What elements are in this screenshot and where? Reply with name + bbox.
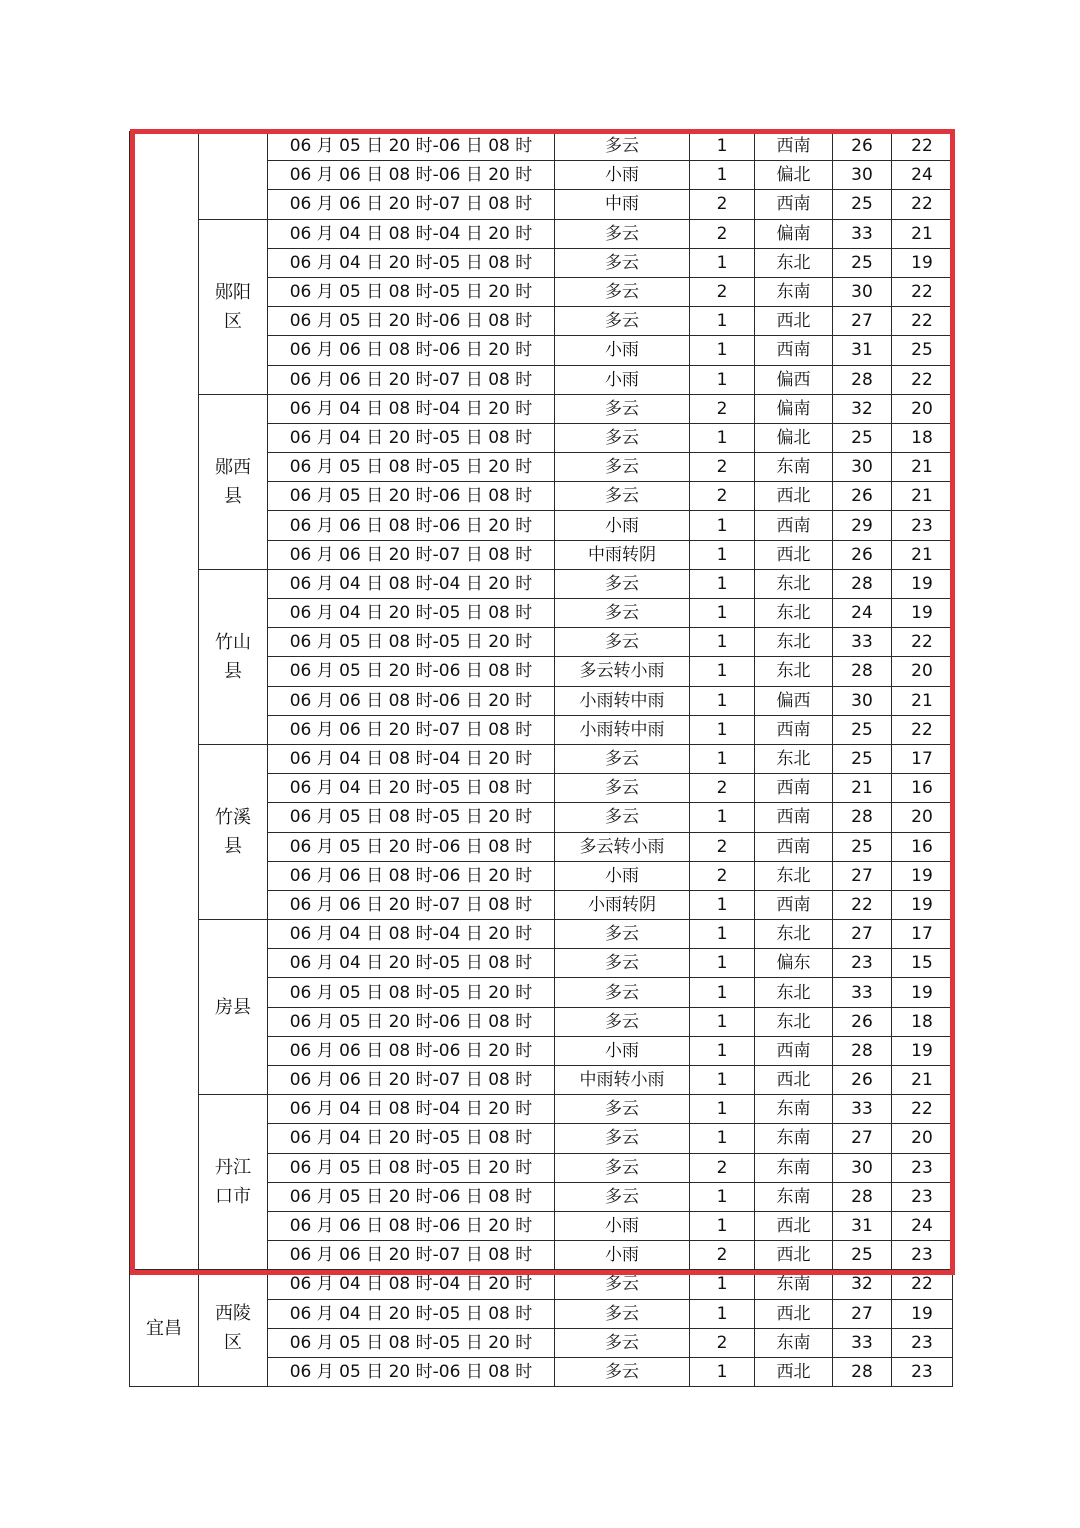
high-temp-cell: 26: [833, 540, 892, 569]
high-temp-cell: 30: [833, 686, 892, 715]
wind-direction-cell: 西南: [755, 832, 833, 861]
wind-direction-cell: 西南: [755, 803, 833, 832]
wind-direction-cell: 西南: [755, 336, 833, 365]
high-temp-cell: 27: [833, 1299, 892, 1328]
wind-level-cell: 1: [690, 1095, 755, 1124]
time-cell: 06 月 06 日 08 时-06 日 20 时: [268, 511, 555, 540]
time-cell: 06 月 04 日 08 时-04 日 20 时: [268, 394, 555, 423]
wind-level-cell: 1: [690, 511, 755, 540]
wind-direction-cell: 东南: [755, 277, 833, 306]
high-temp-cell: 25: [833, 832, 892, 861]
weather-cell: 多云: [555, 628, 690, 657]
wind-direction-cell: 偏南: [755, 394, 833, 423]
wind-level-cell: 1: [690, 1182, 755, 1211]
weather-cell: 小雨: [555, 511, 690, 540]
wind-level-cell: 2: [690, 453, 755, 482]
time-cell: 06 月 06 日 20 时-07 日 08 时: [268, 1066, 555, 1095]
high-temp-cell: 25: [833, 190, 892, 219]
weather-cell: 小雨转中雨: [555, 686, 690, 715]
low-temp-cell: 20: [892, 803, 953, 832]
time-cell: 06 月 06 日 20 时-07 日 08 时: [268, 890, 555, 919]
wind-level-cell: 1: [690, 686, 755, 715]
time-cell: 06 月 06 日 08 时-06 日 20 时: [268, 686, 555, 715]
weather-cell: 多云: [555, 1095, 690, 1124]
wind-direction-cell: 西南: [755, 890, 833, 919]
time-cell: 06 月 04 日 20 时-05 日 08 时: [268, 248, 555, 277]
time-cell: 06 月 05 日 08 时-05 日 20 时: [268, 803, 555, 832]
weather-cell: 多云: [555, 219, 690, 248]
table-row: [130, 1095, 953, 1124]
table-row: [130, 920, 953, 949]
time-cell: 06 月 06 日 20 时-07 日 08 时: [268, 190, 555, 219]
wind-direction-cell: 西北: [755, 307, 833, 336]
table-row: [130, 569, 953, 598]
low-temp-cell: 23: [892, 511, 953, 540]
time-cell: 06 月 06 日 08 时-06 日 20 时: [268, 1036, 555, 1065]
weather-cell: 多云: [555, 1270, 690, 1299]
wind-level-cell: 1: [690, 1124, 755, 1153]
table-row: [130, 744, 953, 773]
low-temp-cell: 23: [892, 1328, 953, 1357]
wind-direction-cell: 东南: [755, 453, 833, 482]
forecast-table-body: [130, 132, 953, 1387]
wind-direction-cell: 东北: [755, 628, 833, 657]
time-cell: 06 月 06 日 20 时-07 日 08 时: [268, 1241, 555, 1270]
weather-cell: 多云: [555, 394, 690, 423]
high-temp-cell: 30: [833, 1153, 892, 1182]
table-row: [130, 1270, 953, 1299]
wind-direction-cell: 西北: [755, 1241, 833, 1270]
wind-level-cell: 2: [690, 832, 755, 861]
wind-direction-cell: 西南: [755, 1036, 833, 1065]
wind-direction-cell: 东北: [755, 248, 833, 277]
weather-cell: 多云: [555, 599, 690, 628]
low-temp-cell: 19: [892, 599, 953, 628]
wind-level-cell: 1: [690, 161, 755, 190]
low-temp-cell: 16: [892, 774, 953, 803]
low-temp-cell: 19: [892, 1299, 953, 1328]
wind-direction-cell: 西北: [755, 540, 833, 569]
high-temp-cell: 27: [833, 307, 892, 336]
time-cell: 06 月 04 日 08 时-04 日 20 时: [268, 1270, 555, 1299]
high-temp-cell: 27: [833, 861, 892, 890]
district-cell: 郧西县: [199, 394, 268, 569]
high-temp-cell: 25: [833, 1241, 892, 1270]
weather-cell: 多云: [555, 1124, 690, 1153]
wind-level-cell: 2: [690, 219, 755, 248]
low-temp-cell: 21: [892, 1066, 953, 1095]
wind-level-cell: 2: [690, 394, 755, 423]
wind-level-cell: 1: [690, 1270, 755, 1299]
high-temp-cell: 30: [833, 453, 892, 482]
district-cell: 西陵区: [199, 1270, 268, 1387]
wind-level-cell: 1: [690, 1299, 755, 1328]
weather-cell: 小雨: [555, 365, 690, 394]
high-temp-cell: 26: [833, 1007, 892, 1036]
wind-level-cell: 2: [690, 774, 755, 803]
time-cell: 06 月 04 日 20 时-05 日 08 时: [268, 1124, 555, 1153]
high-temp-cell: 28: [833, 569, 892, 598]
time-cell: 06 月 06 日 20 时-07 日 08 时: [268, 365, 555, 394]
weather-cell: 多云: [555, 307, 690, 336]
high-temp-cell: 28: [833, 365, 892, 394]
weather-cell: 中雨转小雨: [555, 1066, 690, 1095]
time-cell: 06 月 04 日 20 时-05 日 08 时: [268, 599, 555, 628]
time-cell: 06 月 05 日 08 时-05 日 20 时: [268, 978, 555, 1007]
high-temp-cell: 33: [833, 1328, 892, 1357]
high-temp-cell: 26: [833, 1066, 892, 1095]
wind-direction-cell: 西北: [755, 482, 833, 511]
high-temp-cell: 27: [833, 1124, 892, 1153]
high-temp-cell: 30: [833, 277, 892, 306]
low-temp-cell: 22: [892, 307, 953, 336]
wind-direction-cell: 西南: [755, 511, 833, 540]
low-temp-cell: 23: [892, 1153, 953, 1182]
weather-cell: 多云: [555, 248, 690, 277]
low-temp-cell: 22: [892, 190, 953, 219]
wind-level-cell: 1: [690, 336, 755, 365]
wind-level-cell: 1: [690, 132, 755, 161]
weather-cell: 小雨: [555, 861, 690, 890]
low-temp-cell: 21: [892, 453, 953, 482]
weather-cell: 多云: [555, 423, 690, 452]
low-temp-cell: 24: [892, 161, 953, 190]
time-cell: 06 月 06 日 20 时-07 日 08 时: [268, 540, 555, 569]
high-temp-cell: 28: [833, 803, 892, 832]
time-cell: 06 月 04 日 20 时-05 日 08 时: [268, 1299, 555, 1328]
time-cell: 06 月 05 日 20 时-06 日 08 时: [268, 657, 555, 686]
high-temp-cell: 21: [833, 774, 892, 803]
wind-direction-cell: 西南: [755, 190, 833, 219]
city-cell: [130, 132, 199, 1270]
weather-cell: 多云: [555, 1299, 690, 1328]
high-temp-cell: 30: [833, 161, 892, 190]
low-temp-cell: 22: [892, 132, 953, 161]
low-temp-cell: 24: [892, 1211, 953, 1240]
high-temp-cell: 28: [833, 1036, 892, 1065]
time-cell: 06 月 05 日 20 时-06 日 08 时: [268, 1357, 555, 1386]
time-cell: 06 月 05 日 08 时-05 日 20 时: [268, 453, 555, 482]
weather-cell: 中雨: [555, 190, 690, 219]
weather-cell: 多云: [555, 569, 690, 598]
wind-direction-cell: 西北: [755, 1066, 833, 1095]
low-temp-cell: 19: [892, 890, 953, 919]
wind-direction-cell: 东北: [755, 861, 833, 890]
low-temp-cell: 18: [892, 423, 953, 452]
wind-level-cell: 1: [690, 1066, 755, 1095]
low-temp-cell: 22: [892, 1095, 953, 1124]
low-temp-cell: 19: [892, 248, 953, 277]
district-cell: 丹江口市: [199, 1095, 268, 1270]
wind-direction-cell: 偏西: [755, 686, 833, 715]
wind-direction-cell: 偏北: [755, 423, 833, 452]
wind-level-cell: 1: [690, 920, 755, 949]
time-cell: 06 月 05 日 20 时-06 日 08 时: [268, 132, 555, 161]
time-cell: 06 月 05 日 08 时-05 日 20 时: [268, 277, 555, 306]
time-cell: 06 月 06 日 08 时-06 日 20 时: [268, 336, 555, 365]
wind-level-cell: 2: [690, 482, 755, 511]
low-temp-cell: 19: [892, 1036, 953, 1065]
city-cell: 宜昌: [130, 1270, 199, 1387]
wind-direction-cell: 东南: [755, 1153, 833, 1182]
weather-cell: 多云: [555, 1007, 690, 1036]
low-temp-cell: 16: [892, 832, 953, 861]
wind-direction-cell: 东北: [755, 599, 833, 628]
low-temp-cell: 22: [892, 277, 953, 306]
wind-level-cell: 1: [690, 1007, 755, 1036]
wind-direction-cell: 西南: [755, 715, 833, 744]
high-temp-cell: 25: [833, 744, 892, 773]
low-temp-cell: 19: [892, 569, 953, 598]
wind-direction-cell: 西北: [755, 1299, 833, 1328]
wind-level-cell: 1: [690, 599, 755, 628]
weather-cell: 多云: [555, 744, 690, 773]
time-cell: 06 月 06 日 08 时-06 日 20 时: [268, 1211, 555, 1240]
wind-level-cell: 1: [690, 744, 755, 773]
low-temp-cell: 21: [892, 686, 953, 715]
time-cell: 06 月 04 日 08 时-04 日 20 时: [268, 569, 555, 598]
wind-direction-cell: 西北: [755, 1357, 833, 1386]
low-temp-cell: 21: [892, 219, 953, 248]
wind-level-cell: 1: [690, 803, 755, 832]
low-temp-cell: 15: [892, 949, 953, 978]
low-temp-cell: 23: [892, 1357, 953, 1386]
district-cell: 郧阳区: [199, 219, 268, 394]
wind-direction-cell: 东南: [755, 1095, 833, 1124]
wind-level-cell: 2: [690, 1241, 755, 1270]
time-cell: 06 月 04 日 20 时-05 日 08 时: [268, 949, 555, 978]
wind-direction-cell: 偏南: [755, 219, 833, 248]
weather-cell: 小雨: [555, 1211, 690, 1240]
time-cell: 06 月 05 日 20 时-06 日 08 时: [268, 482, 555, 511]
district-cell: 竹溪县: [199, 744, 268, 919]
weather-cell: 多云转小雨: [555, 832, 690, 861]
wind-direction-cell: 东南: [755, 1182, 833, 1211]
low-temp-cell: 17: [892, 744, 953, 773]
low-temp-cell: 23: [892, 1182, 953, 1211]
low-temp-cell: 21: [892, 482, 953, 511]
low-temp-cell: 17: [892, 920, 953, 949]
wind-level-cell: 1: [690, 1036, 755, 1065]
wind-direction-cell: 东北: [755, 569, 833, 598]
wind-direction-cell: 东南: [755, 1124, 833, 1153]
wind-level-cell: 1: [690, 307, 755, 336]
low-temp-cell: 22: [892, 1270, 953, 1299]
time-cell: 06 月 05 日 08 时-05 日 20 时: [268, 1153, 555, 1182]
high-temp-cell: 25: [833, 715, 892, 744]
high-temp-cell: 26: [833, 132, 892, 161]
wind-direction-cell: 东北: [755, 744, 833, 773]
wind-level-cell: 1: [690, 657, 755, 686]
wind-level-cell: 1: [690, 1357, 755, 1386]
time-cell: 06 月 05 日 20 时-06 日 08 时: [268, 832, 555, 861]
weather-cell: 多云转小雨: [555, 657, 690, 686]
weather-cell: 多云: [555, 1182, 690, 1211]
wind-level-cell: 2: [690, 1328, 755, 1357]
weather-cell: 多云: [555, 949, 690, 978]
low-temp-cell: 23: [892, 1241, 953, 1270]
weather-cell: 小雨: [555, 161, 690, 190]
time-cell: 06 月 06 日 20 时-07 日 08 时: [268, 715, 555, 744]
wind-level-cell: 1: [690, 715, 755, 744]
forecast-table: [129, 131, 953, 1387]
wind-level-cell: 1: [690, 1211, 755, 1240]
wind-direction-cell: 东北: [755, 920, 833, 949]
time-cell: 06 月 04 日 08 时-04 日 20 时: [268, 1095, 555, 1124]
high-temp-cell: 22: [833, 890, 892, 919]
time-cell: 06 月 04 日 20 时-05 日 08 时: [268, 774, 555, 803]
high-temp-cell: 31: [833, 1211, 892, 1240]
wind-level-cell: 2: [690, 861, 755, 890]
wind-direction-cell: 西北: [755, 1211, 833, 1240]
weather-cell: 多云: [555, 482, 690, 511]
wind-level-cell: 1: [690, 628, 755, 657]
wind-direction-cell: 偏西: [755, 365, 833, 394]
high-temp-cell: 33: [833, 628, 892, 657]
low-temp-cell: 22: [892, 365, 953, 394]
high-temp-cell: 25: [833, 423, 892, 452]
high-temp-cell: 28: [833, 1357, 892, 1386]
high-temp-cell: 25: [833, 248, 892, 277]
weather-cell: 小雨: [555, 336, 690, 365]
weather-cell: 小雨转阴: [555, 890, 690, 919]
weather-cell: 多云: [555, 132, 690, 161]
low-temp-cell: 18: [892, 1007, 953, 1036]
high-temp-cell: 28: [833, 657, 892, 686]
time-cell: 06 月 04 日 08 时-04 日 20 时: [268, 219, 555, 248]
weather-cell: 小雨: [555, 1036, 690, 1065]
low-temp-cell: 19: [892, 861, 953, 890]
wind-direction-cell: 偏北: [755, 161, 833, 190]
low-temp-cell: 20: [892, 657, 953, 686]
low-temp-cell: 22: [892, 628, 953, 657]
weather-cell: 多云: [555, 774, 690, 803]
time-cell: 06 月 06 日 08 时-06 日 20 时: [268, 861, 555, 890]
time-cell: 06 月 05 日 20 时-06 日 08 时: [268, 1007, 555, 1036]
wind-direction-cell: 东北: [755, 1007, 833, 1036]
weather-cell: 多云: [555, 1357, 690, 1386]
wind-direction-cell: 东南: [755, 1328, 833, 1357]
high-temp-cell: 31: [833, 336, 892, 365]
high-temp-cell: 26: [833, 482, 892, 511]
high-temp-cell: 27: [833, 920, 892, 949]
wind-level-cell: 1: [690, 248, 755, 277]
wind-level-cell: 1: [690, 540, 755, 569]
weather-cell: 多云: [555, 277, 690, 306]
district-cell: [199, 132, 268, 220]
low-temp-cell: 22: [892, 715, 953, 744]
wind-direction-cell: 东北: [755, 978, 833, 1007]
wind-level-cell: 2: [690, 1153, 755, 1182]
wind-level-cell: 1: [690, 569, 755, 598]
wind-level-cell: 1: [690, 890, 755, 919]
weather-cell: 多云: [555, 803, 690, 832]
time-cell: 06 月 04 日 08 时-04 日 20 时: [268, 920, 555, 949]
wind-direction-cell: 西南: [755, 132, 833, 161]
table-row: [130, 219, 953, 248]
time-cell: 06 月 04 日 20 时-05 日 08 时: [268, 423, 555, 452]
high-temp-cell: 23: [833, 949, 892, 978]
weather-cell: 中雨转阴: [555, 540, 690, 569]
high-temp-cell: 33: [833, 978, 892, 1007]
district-cell: 竹山县: [199, 569, 268, 744]
wind-level-cell: 2: [690, 190, 755, 219]
wind-direction-cell: 东北: [755, 657, 833, 686]
weather-cell: 多云: [555, 978, 690, 1007]
wind-direction-cell: 偏东: [755, 949, 833, 978]
wind-level-cell: 2: [690, 277, 755, 306]
low-temp-cell: 19: [892, 978, 953, 1007]
time-cell: 06 月 05 日 20 时-06 日 08 时: [268, 1182, 555, 1211]
wind-level-cell: 1: [690, 365, 755, 394]
weather-cell: 多云: [555, 1328, 690, 1357]
high-temp-cell: 32: [833, 1270, 892, 1299]
weather-cell: 多云: [555, 920, 690, 949]
high-temp-cell: 32: [833, 394, 892, 423]
high-temp-cell: 24: [833, 599, 892, 628]
district-cell: 房县: [199, 920, 268, 1095]
weather-cell: 多云: [555, 453, 690, 482]
low-temp-cell: 25: [892, 336, 953, 365]
table-row: [130, 132, 953, 161]
weather-cell: 小雨转中雨: [555, 715, 690, 744]
high-temp-cell: 28: [833, 1182, 892, 1211]
time-cell: 06 月 04 日 08 时-04 日 20 时: [268, 744, 555, 773]
weather-cell: 多云: [555, 1153, 690, 1182]
weather-cell: 小雨: [555, 1241, 690, 1270]
wind-level-cell: 1: [690, 423, 755, 452]
time-cell: 06 月 05 日 20 时-06 日 08 时: [268, 307, 555, 336]
wind-level-cell: 1: [690, 978, 755, 1007]
wind-direction-cell: 西南: [755, 774, 833, 803]
high-temp-cell: 29: [833, 511, 892, 540]
table-row: [130, 394, 953, 423]
time-cell: 06 月 06 日 08 时-06 日 20 时: [268, 161, 555, 190]
time-cell: 06 月 05 日 08 时-05 日 20 时: [268, 628, 555, 657]
low-temp-cell: 20: [892, 394, 953, 423]
low-temp-cell: 20: [892, 1124, 953, 1153]
low-temp-cell: 21: [892, 540, 953, 569]
wind-level-cell: 1: [690, 949, 755, 978]
forecast-document: [129, 131, 952, 1387]
high-temp-cell: 33: [833, 219, 892, 248]
high-temp-cell: 33: [833, 1095, 892, 1124]
time-cell: 06 月 05 日 08 时-05 日 20 时: [268, 1328, 555, 1357]
wind-direction-cell: 东南: [755, 1270, 833, 1299]
